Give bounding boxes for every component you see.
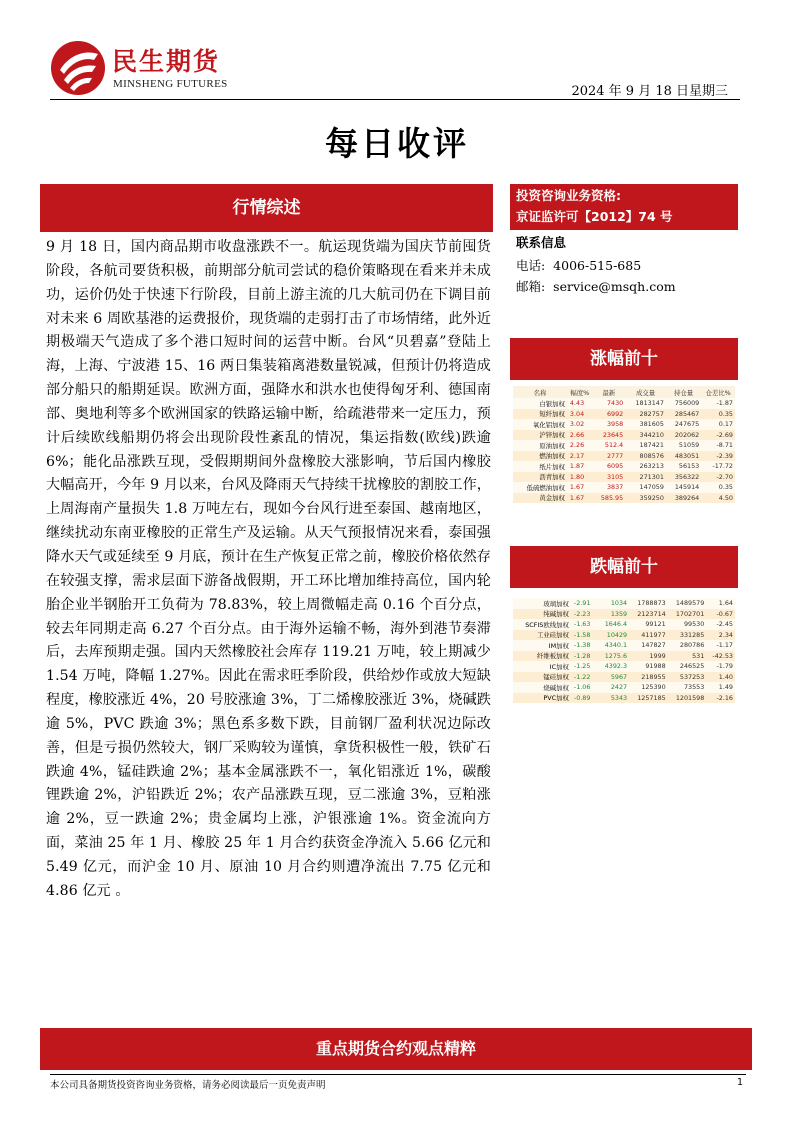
oi-change-pct: -8.71 [701,440,735,451]
oi-change-pct: 1.40 [706,672,735,683]
last-price: 4392.3 [598,661,629,672]
change-pct: -1.38 [571,640,598,651]
contract-name: 玻璃加权 [513,598,571,609]
contract-name: 低硫燃油加权 [513,482,567,493]
qualification-line-2: 京证监许可【2012】74 号 [516,209,673,224]
last-price: 3958 [593,419,626,430]
open-interest: 389264 [666,493,701,504]
table-row [513,630,735,641]
contact-title: 联系信息 [516,235,567,250]
change-pct: 3.04 [567,409,593,420]
last-price: 512.4 [593,440,626,451]
open-interest: 756009 [666,398,701,409]
volume: 2123714 [629,609,668,620]
volume: 218955 [629,672,668,683]
table-row [513,419,735,430]
logo-chinese-name: 民生期货 [112,47,221,76]
page-number: 1 [737,1077,744,1088]
top-losers-banner: 跌幅前十 [510,546,738,588]
volume: 1813147 [625,398,666,409]
volume: 271301 [625,472,666,483]
change-pct: 2.26 [567,440,593,451]
open-interest: 56153 [666,461,701,472]
volume: 411977 [629,630,668,641]
col-open-interest: 持仓量 [666,386,701,398]
volume: 187421 [625,440,666,451]
oi-change-pct: -2.39 [701,451,735,462]
gainers-header-row [513,386,735,398]
contract-name: 氧化铝加权 [513,419,567,430]
table-row [513,661,735,672]
contract-name: 纯碱加权 [513,609,571,620]
oi-change-pct: -1.79 [706,661,735,672]
table-row [513,609,735,620]
open-interest: 73553 [668,682,707,693]
contract-name: 原油加权 [513,440,567,451]
contract-name: 工业硅加权 [513,630,571,641]
oi-change-pct: 1.64 [706,598,735,609]
contract-name: 纸片加权 [513,461,567,472]
table-row [513,398,735,409]
col-last: 最新 [593,386,626,398]
change-pct: -1.25 [571,661,598,672]
oi-change-pct: 1.49 [706,682,735,693]
change-pct: -2.23 [571,609,598,620]
table-row [513,640,735,651]
oi-change-pct: -2.45 [706,619,735,630]
volume: 381605 [625,419,666,430]
volume: 808576 [625,451,666,462]
contact-phone [516,256,641,274]
contract-name: 沥青加权 [513,472,567,483]
change-pct: 1.80 [567,472,593,483]
open-interest: 1702701 [668,609,707,620]
contract-name: IM加权 [513,640,571,651]
change-pct: -1.28 [571,651,598,662]
oi-change-pct: -0.67 [706,609,735,620]
col-oi-change: 仓差比% [701,386,735,398]
contract-name: IC加权 [513,661,571,672]
change-pct: -1.63 [571,619,598,630]
footer-divider [50,1074,746,1075]
change-pct: 2.17 [567,451,593,462]
top-gainers-table [513,386,735,503]
contract-name: 沪锌加权 [513,430,567,441]
oi-change-pct: 4.50 [701,493,735,504]
change-pct: -1.58 [571,630,598,641]
oi-change-pct: -42.53 [706,651,735,662]
table-row [513,461,735,472]
change-pct: -2.91 [571,598,598,609]
last-price: 10429 [598,630,629,641]
table-row [513,482,735,493]
top-gainers-banner: 涨幅前十 [510,338,738,380]
oi-change-pct: -1.17 [706,640,735,651]
last-price: 1646.4 [598,619,629,630]
contract-name: 黄金加权 [513,493,567,504]
oi-change-pct: -1.87 [701,398,735,409]
col-volume: 成交量 [625,386,666,398]
volume: 147059 [625,482,666,493]
header-divider [50,99,740,100]
last-price: 4340.1 [598,640,629,651]
table-row [513,493,735,504]
contract-name: 短纤加权 [513,409,567,420]
top-losers-table [513,598,735,703]
qualification-box [510,184,738,230]
oi-change-pct: -2.69 [701,430,735,441]
change-pct: 4.43 [567,398,593,409]
table-row [513,619,735,630]
logo-english-name: MINSHENG FUTURES [113,78,228,90]
last-price: 7430 [593,398,626,409]
market-summary-text: 9 月 18 日，国内商品期市收盘涨跌不一。航运现货端为国庆节前囤货阶段，各航司要货积极，前期部分航司尝试的稳价策略现在看来并未成功，运价仍处于快速下行阶段，目前上游主流的几大航司仍在下调目前对未来 6 周欧基港的运费报价，现货端的走弱打击了市场情绪，此外近期极端天气造成了多个港口短时间的运营中断。台风“贝碧嘉”登陆上海，上海、宁波港 15、16 两日集装箱离港数量锐减，但预计仍将造成部分船只的船期延误。欧洲方面，强降水和洪水也使得匈牙利、德国南部、奥地利等多个欧洲国家的铁路运输中断，给疏港带来一定压力，预计后续欧线船期仍将会出现阶段性紊乱的情况，集运指数(欧线)跌逾 6%；能化品涨跌互现，受假期期间外盘橡胶大涨影响，节后国内橡胶大幅高开，今年 9 月以来，台风及降雨天气持续干扰橡胶的割胶工作，上周海南产量损失 1.8 万吨左右，现如今台风行进至泰国、越南地区，继续扰动东南亚橡胶的正常生产及运输。从天气预报情况来看，泰国强降水天气或延续至 9 月底，预计在生产恢复正常之前，橡胶价格依然存在较强支撑，需求层面下游备战假期，开工环比增加维持高位，国内轮胎企业半钢胎开工负荷为 78.83%，较上周微幅走高 0.16 个百分点，较去年同期走高 6.27 个百分点。由于海外运输不畅，海外到港节奏滞后，去库预期走强。国内天然橡胶社会库存 119.21 万吨，较上期减少 1.54 万吨，降幅 1.27%。因此在需求旺季阶段，供给炒作或放大短缺程度，橡胶涨近 4%，20 号胶涨逾 3%，丁二烯橡胶涨近 3%，烧碱跌逾 5%，PVC 跌逾 3%；黑色系多数下跌，目前钢厂盈利状况边际改善，但是亏损仍然较大，钢厂采购较为谨慎，拿货积极性一般，铁矿石跌逾 4%，锰硅跌逾 2%；基本金属涨跌不一，氧化铝涨近 1%，碳酸锂跌逾 2%，沪铅跌近 2%；农产品涨跌互现，豆二涨逾 3%，豆粕涨逾 2%，豆一跌逾 2%；贵金属均上涨，沪银涨逾 1%。资金流向方面，菜油 25 年 1 月、橡胶 25 年 1 月合约获资金净流入 5.66 亿元和 5.49 亿元，而沪金 10 月、原油 10 月合约则遭净流出 7.75 亿元和 4.86 亿元 。 [46,239,491,899]
last-price: 6992 [593,409,626,420]
change-pct: -1.06 [571,682,598,693]
last-price: 2777 [593,451,626,462]
contract-name: PVC加权 [513,693,571,704]
volume: 91988 [629,661,668,672]
last-price: 3105 [593,472,626,483]
table-row [513,440,735,451]
open-interest: 537253 [668,672,707,683]
volume: 1257185 [629,693,668,704]
volume: 99121 [629,619,668,630]
contract-name: 纤维板加权 [513,651,571,662]
gainers-body [513,398,735,503]
contract-name: 白银加权 [513,398,567,409]
table-row [513,651,735,662]
last-price: 23645 [593,430,626,441]
table-row [513,472,735,483]
open-interest: 202062 [666,430,701,441]
change-pct: 1.87 [567,461,593,472]
table-row [513,409,735,420]
phone-label: 电话: [516,258,546,273]
volume: 359250 [625,493,666,504]
table-row [513,672,735,683]
volume: 147827 [629,640,668,651]
last-price: 1275.6 [598,651,629,662]
contract-name: 锰硅加权 [513,672,571,683]
open-interest: 280786 [668,640,707,651]
phone-value: 4006-515-685 [553,258,642,273]
page-title: 每日收评 [325,124,469,163]
change-pct: 1.67 [567,493,593,504]
oi-change-pct: 0.35 [701,409,735,420]
last-price: 5967 [598,672,629,683]
last-price: 5343 [598,693,629,704]
volume: 263213 [625,461,666,472]
col-change: 幅度% [567,386,593,398]
open-interest: 145914 [666,482,701,493]
last-price: 2427 [598,682,629,693]
open-interest: 99530 [668,619,707,630]
last-price: 6095 [593,461,626,472]
table-row [513,430,735,441]
oi-change-pct: 0.17 [701,419,735,430]
last-price: 1034 [598,598,629,609]
open-interest: 1489579 [668,598,707,609]
table-row [513,451,735,462]
contract-name: SCFIS欧线加权 [513,619,571,630]
open-interest: 1201598 [668,693,707,704]
company-logo [50,38,250,98]
qualification-line-1: 投资咨询业务资格: [516,188,621,203]
change-pct: 2.66 [567,430,593,441]
contract-name: 烧碱加权 [513,682,571,693]
open-interest: 531 [668,651,707,662]
market-summary-banner: 行情综述 [40,184,493,232]
contract-name: 燃油加权 [513,451,567,462]
volume: 1788873 [629,598,668,609]
open-interest: 51059 [666,440,701,451]
oi-change-pct: 0.35 [701,482,735,493]
open-interest: 285467 [666,409,701,420]
volume: 125390 [629,682,668,693]
change-pct: 1.67 [567,482,593,493]
oi-change-pct: -2.70 [701,472,735,483]
table-row [513,693,735,704]
last-price: 1359 [598,609,629,620]
open-interest: 246525 [668,661,707,672]
contact-email [516,277,676,295]
oi-change-pct: -2.16 [706,693,735,704]
table-row [513,682,735,693]
email-label: 邮箱: [516,279,546,294]
change-pct: -0.89 [571,693,598,704]
open-interest: 247675 [666,419,701,430]
email-value[interactable]: service@msqh.com [553,279,676,294]
change-pct: 3.02 [567,419,593,430]
volume: 282757 [625,409,666,420]
volume: 1999 [629,651,668,662]
footer-disclaimer: 本公司具备期货投资咨询业务资格，请务必阅读最后一页免责声明 [50,1080,326,1091]
open-interest: 483051 [666,451,701,462]
minsheng-logo-icon [50,40,106,96]
change-pct: -1.22 [571,672,598,683]
last-price: 585.95 [593,493,626,504]
last-price: 3837 [593,482,626,493]
losers-body [513,598,735,703]
volume: 344210 [625,430,666,441]
table-row [513,598,735,609]
open-interest: 331285 [668,630,707,641]
oi-change-pct: 2.34 [706,630,735,641]
key-contracts-banner: 重点期货合约观点精粹 [40,1028,752,1070]
page-header [50,38,740,100]
report-date: 2024 年 9 月 18 日星期三 [571,84,728,99]
oi-change-pct: -17.72 [701,461,735,472]
col-name: 名称 [513,386,567,398]
open-interest: 356322 [666,472,701,483]
